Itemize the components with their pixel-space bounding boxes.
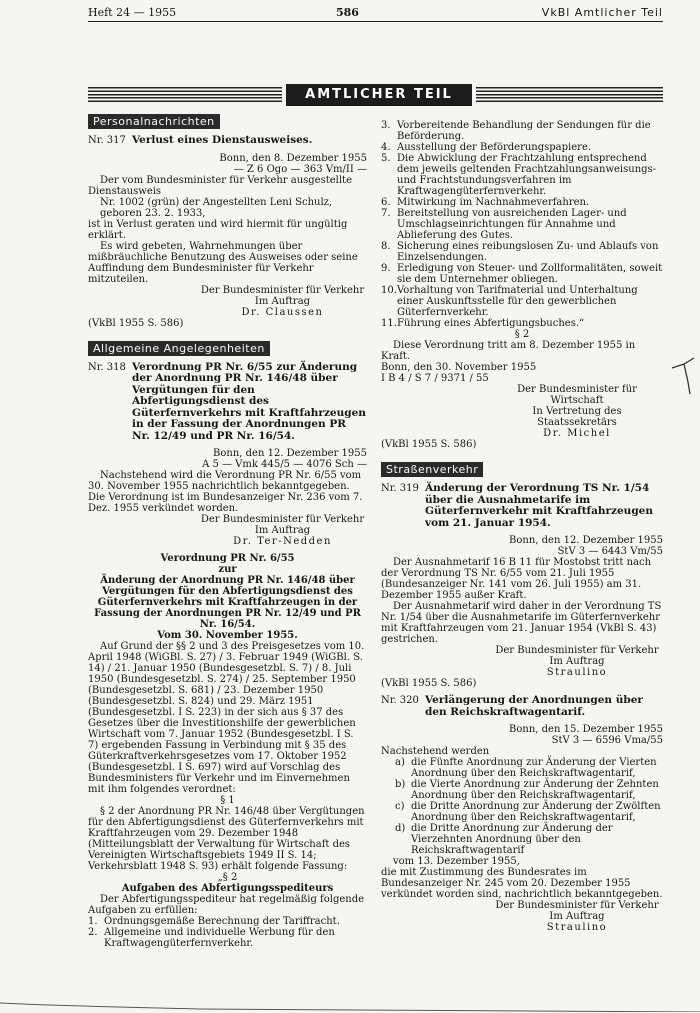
paragraph: § 2 der Anordnung PR Nr. 146/48 über Vergütungen für den Abfertigungsdienst des Güterfernverkehrs mit Kraftfahrzeugen vom 29. Dezember 1948 (Mitteilungsblatt der Verwaltung für Wirtschaft des Vereinigten Wirtschaftsgebiets 1949 II S. 14; Verkehrsblatt 1948 S. 93) erhält folgende Fassung: bbox=[88, 806, 365, 872]
section-allgemeine-angelegenheiten: Allgemeine Angelegenheiten bbox=[88, 341, 270, 356]
ordinance-zur: zur bbox=[218, 564, 237, 575]
signature-auftrag: Im Auftrag bbox=[549, 656, 605, 667]
list-item: 1. Ordnungsgemäße Berechnung der Tariffracht. bbox=[88, 916, 340, 927]
signature-name: Straulino bbox=[546, 667, 608, 678]
paragraph: Es wird gebeten, Wahrnehmungen über mißbräuchliche Benutzung des Ausweises oder seine Auffindung dem Bundesminister für Verkehr mitzuteilen. bbox=[88, 240, 358, 285]
ordinance-subtitle: Änderung der Anordnung PR Nr. 146/48 über Vergütungen für den Abfertigungsdienst des Güterfernverkehrs mit Kraftfahrzeugen in der Fassung der Anordnungen PR Nr. 12/49 und PR Nr. 16/54. bbox=[94, 575, 361, 630]
list-item: 3. Vorbereitende Behandlung der Sendungen für die Beförderung. bbox=[381, 120, 651, 142]
banner-lines-right bbox=[476, 87, 663, 102]
signature-name: Dr. Ter-Nedden bbox=[233, 536, 332, 547]
task-list-continued bbox=[381, 120, 663, 329]
section-heading: Aufgaben des Abfertigungsspediteurs bbox=[121, 883, 334, 894]
paragraph: Auf Grund der §§ 2 und 3 des Preisgesetzes vom 10. April 1948 (WiGBl. S. 27) / 3. Februar 1949 (WiGBl. S. 14) / 21. Januar 1950 (Bundesgesetzbl. S. 7) / 8. Juli 1950 (Bundesgesetzbl. S. 274) / 25. September 1950 (Bundesgesetzbl. S. 681) / 23. Dezember 1950 (Bundesgesetzbl. S. 824) und 29. März 1951 (Bundesgesetzbl. I S. 223) in der sich aus § 37 des Gesetzes über die Investitionshilfe der gewerblichen Wirtschaft vom 7. Januar 1952 (Bundesgesetzbl. I S. 7) ergebenden Fassung in Verbindung mit § 35 des Güterkraftverkehrsgesetzes vom 17. Oktober 1952 (Bundesgesetzbl. I S. 697) wird auf Vorschlag des Bundesministers für Verkehr und im Einvernehmen mit ihm folgendes verordnet: bbox=[88, 641, 365, 795]
list-item: 8. Sicherung eines reibungslosen Zu- und Ablaufs von Einzelsendungen. bbox=[381, 241, 659, 263]
section-mark: § 1 bbox=[220, 795, 235, 806]
place-date: Bonn, den 30. November 1955 bbox=[381, 362, 537, 373]
entry-318-heading bbox=[88, 362, 367, 443]
ordinance-title: Verordnung PR Nr. 6/55 bbox=[160, 553, 295, 564]
page-header bbox=[88, 6, 663, 20]
list-item: 7. Bereitstellung von ausreichenden Lager- und Umschlagseinrichtungen für Annahme und Ablieferung des Gutes. bbox=[381, 208, 627, 241]
scan-edge-line-icon bbox=[0, 1000, 700, 1012]
entry-319-heading bbox=[381, 483, 663, 529]
signature-name: Dr. Claussen bbox=[241, 306, 324, 318]
list-item: 5. Die Abwicklung der Frachtzahlung entsprechend dem jeweils geltenden Frachtzahlungsanweisungs- und Frachtstundungsverfahren im Kraftwagengüterfernverkehr. bbox=[381, 153, 657, 197]
signature-name: Straulino bbox=[546, 922, 608, 933]
list-item: a) die Fünfte Anordnung zur Änderung der Vierten Anordnung über den Reichskraftwagentarif, bbox=[395, 757, 657, 779]
paragraph: die mit Zustimmung des Bundesrates im Bundesanzeiger Nr. 245 vom 20. Dezember 1955 verkündet worden sind, nachrichtlich bekanntgegeben. bbox=[381, 867, 663, 900]
entry-317-heading bbox=[88, 135, 367, 147]
running-title: VkBl Amtlicher Teil bbox=[541, 6, 663, 19]
banner-title: AMTLICHER TEIL bbox=[286, 84, 472, 106]
place-date: Bonn, den 12. Dezember 1955 bbox=[213, 448, 367, 459]
section-personalnachrichten: Personalnachrichten bbox=[88, 114, 220, 129]
paragraph: Der Ausnahmetarif 16 B 11 für Mostobst tritt nach der Verordnung TS Nr. 6/55 vom 21. Juli 1955 (Bundesanzeiger Nr. 141 vom 26. Juli 1955) am 31. Dezember 1955 außer Kraft. bbox=[381, 557, 652, 601]
entry-320-heading bbox=[381, 695, 663, 718]
task-list bbox=[88, 916, 367, 949]
reference: — Z 6 Ogo — 363 Vm/II — bbox=[233, 163, 367, 175]
paragraph: Diese Verordnung tritt am 8. Dezember 1955 in Kraft. bbox=[381, 340, 636, 362]
reference: StV 3 — 6596 Vma/55 bbox=[551, 735, 663, 746]
paragraph: Nachstehend wird die Verordnung PR Nr. 6/55 vom 30. November 1955 nachrichtlich bekanntgegeben. Die Verordnung ist im Bundesanzeiger Nr. 236 vom 7. Dez. 1955 verkündet worden. bbox=[88, 470, 363, 514]
entry-title: Verlängerung der Anordnungen über den Reichskraftwagentarif. bbox=[425, 694, 643, 718]
ordinance-list bbox=[381, 757, 663, 856]
ordinance-date: Vom 30. November 1955. bbox=[157, 630, 298, 641]
section-mark: § 2 bbox=[514, 329, 530, 340]
reference: A 5 — Vmk 445/5 — 4076 Sch — bbox=[202, 459, 367, 470]
paragraph: Der Ausnahmetarif wird daher in der Verordnung TS Nr. 1/54 über die Ausnahmetarife im Güterfernverkehr mit Kraftfahrzeugen vom 21. Januar 1954 (VkBl S. 43) gestrichen. bbox=[381, 601, 662, 645]
entry-title: Änderung der Verordnung TS Nr. 1/54 über die Ausnahmetarife im Güterfernverkehr mit Kraftfahrzeugen vom 21. Januar 1954. bbox=[425, 482, 653, 529]
entry-number: Nr. 319 bbox=[381, 483, 419, 494]
margin-pencil-mark-icon bbox=[670, 356, 696, 396]
signature-authority: Der Bundesminister für Verkehr bbox=[200, 514, 365, 525]
list-item: 10. Vorhaltung von Tarifmaterial und Unterhaltung einer Auskunftsstelle für den gewerblichen Güterfernverkehr. bbox=[381, 285, 638, 318]
list-item: b) die Vierte Anordnung zur Änderung der Zehnten Anordnung über den Reichskraftwagentarif, bbox=[395, 779, 659, 801]
entry-number: Nr. 320 bbox=[381, 695, 419, 706]
list-item: 9. Erledigung von Steuer- und Zollformalitäten, soweit sie dem Unternehmer obliegen. bbox=[381, 263, 663, 285]
signature-auftrag: Im Auftrag bbox=[254, 525, 311, 536]
entry-number: Nr. 317 bbox=[88, 135, 126, 146]
paragraph: Der vom Bundesminister für Verkehr ausgestellte Dienstausweis bbox=[88, 174, 352, 197]
reference: StV 3 — 6443 Vm/55 bbox=[557, 546, 663, 557]
citation: (VkBl 1955 S. 586) bbox=[381, 678, 477, 689]
list-item: 4. Ausstellung der Beförderungspapiere. bbox=[381, 142, 592, 153]
section-strassenverkehr: Straßenverkehr bbox=[381, 462, 483, 477]
paragraph: ist in Verlust geraten und wird hiermit für ungültig erklärt. bbox=[88, 218, 348, 241]
place-date: Bonn, den 12. Dezember 1955 bbox=[509, 535, 663, 546]
citation: (VkBl 1955 S. 586) bbox=[88, 317, 184, 329]
entry-title: Verordnung PR Nr. 6/55 zur Änderung der Anordnung PR Nr. 146/48 über Vergütungen für den Abfertigungsdienst des Güterfernverkehrs mit Kraftfahrzeugen in der Fassung der Anordnungen PR Nr. 12/49 und PR Nr. 16/54. bbox=[132, 360, 366, 442]
signature-authority: Der Bundesminister für Verkehr bbox=[200, 284, 365, 296]
list-item: 6. Mitwirkung im Nachnahmeverfahren. bbox=[381, 197, 590, 208]
page-number: 586 bbox=[336, 6, 359, 19]
entry-title: Verlust eines Dienstausweises. bbox=[132, 134, 313, 146]
place-date: Bonn, den 8. Dezember 1955 bbox=[219, 152, 367, 164]
citation: (VkBl 1955 S. 586) bbox=[381, 439, 477, 450]
paragraph: geboren 23. 2. 1933, bbox=[100, 207, 206, 219]
section-mark: „§ 2 bbox=[217, 872, 238, 883]
list-item: 11. Führung eines Abfertigungsbuches.“ bbox=[381, 318, 585, 329]
paragraph: Nr. 1002 (grün) der Angestellten Leni Schulz, bbox=[100, 196, 333, 208]
entry-number: Nr. 318 bbox=[88, 361, 126, 373]
signature-vertretung: In Vertretung des Staatssekretärs bbox=[532, 406, 622, 428]
header-rule bbox=[88, 21, 663, 22]
signature-authority: Der Bundesminister für Verkehr bbox=[495, 645, 659, 656]
signature-auftrag: Im Auftrag bbox=[254, 295, 311, 307]
signature-name: Dr. Michel bbox=[543, 428, 611, 439]
paragraph: vom 13. Dezember 1955, bbox=[393, 856, 520, 867]
section-banner bbox=[88, 84, 663, 106]
issue-label: Heft 24 — 1955 bbox=[88, 6, 177, 19]
list-item: 2. Allgemeine und individuelle Werbung für den Kraftwagengüterfernverkehr. bbox=[88, 927, 335, 949]
paragraph: Der Abfertigungsspediteur hat regelmäßig folgende Aufgaben zu erfüllen: bbox=[88, 894, 365, 916]
banner-lines-left bbox=[88, 87, 282, 102]
list-item: d) die Dritte Anordnung zur Änderung der Vierzehnten Anordnung über den Reichskraftwagentarif bbox=[395, 823, 613, 856]
signature-authority: Der Bundesminister für Verkehr bbox=[495, 900, 659, 911]
reference: I B 4 / S 7 / 9371 / 55 bbox=[381, 373, 489, 384]
signature-auftrag: Im Auftrag bbox=[549, 911, 605, 922]
left-column bbox=[88, 114, 367, 949]
signature-authority: Der Bundesminister für Wirtschaft bbox=[517, 384, 637, 406]
right-column bbox=[381, 120, 663, 933]
paragraph: Nachstehend werden bbox=[381, 746, 490, 757]
place-date: Bonn, den 15. Dezember 1955 bbox=[509, 724, 663, 735]
list-item: c) die Dritte Anordnung zur Änderung der Zwölften Anordnung über den Reichskraftwagentarif, bbox=[395, 801, 661, 823]
